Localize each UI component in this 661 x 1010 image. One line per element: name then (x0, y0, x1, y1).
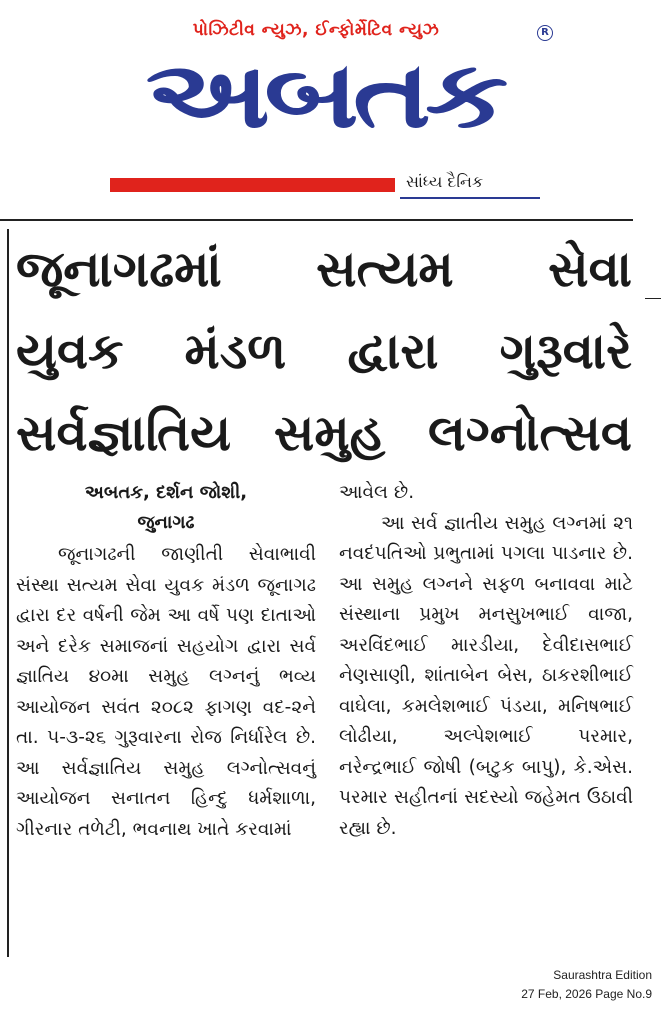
masthead-divider (0, 219, 633, 221)
byline-author: અબતક, દર્શન જોશી, (84, 482, 248, 503)
subtitle-underline (400, 197, 540, 199)
paragraph: આ સર્વ જ્ઞાતીય સમુહ લગ્નમાં ૨૧ નવદંપતિઓ પ્રભુતામાં પગલા પાડનાર છે. આ સમુહ લગ્નને સફળ બનાવવા માટે સંસ્થાના પ્રમુખ મનસુખભાઈ વાજા, અરવિંદભાઈ મારડીયા, દેવીદાસભાઈ નેણસાણી, શાંતાબેન બેસ, ઠાકરશીભાઈ વાઘેલા, કમલેશભાઈ પંડયા, મનિષભાઈ લોઢીયા, અલ્પેશભાઈ પરમાર, નરેન્દ્રભાઈ જોષી (બટુક બાપુ), કે.એસ. પરમાર સહીતનાં સદસ્યો જહેમત ઉઠાવી રહ્યા છે. (339, 512, 633, 839)
article-column-right (339, 478, 633, 844)
side-tick-mark (645, 298, 661, 299)
headline-line: સર્વજ્ઞાતિય સમુહ લગ્નોત્સવ (16, 404, 632, 462)
article-column-left (16, 540, 316, 845)
newspaper-logo: અબતક (145, 40, 503, 149)
subtitle-band (110, 172, 530, 202)
masthead-tagline: પોઝિટીવ ન્યુઝ, ઈન્ફોર્મેટિવ ન્યુઝ (192, 20, 440, 40)
headline-line: યુવક મંડળ દ્વારા ગુરૂવારે (16, 322, 632, 380)
article-byline (16, 478, 316, 538)
article-headline (16, 228, 632, 474)
headline-line: જૂનાગઢમાં સત્યમ સેવા (16, 240, 632, 298)
paragraph: જૂનાગઢની જાણીતી સેવાભાવી સંસ્થા સત્યમ સેવા યુવક મંડળ જૂનાગઢ દ્વારા દર વર્ષની જેમ આ વર્ષે પણ દાતાઓ અને દરેક સમાજનાં સહયોગ દ્વારા સર્વ જ્ઞાતિય ૪૦મા સમુહ લગ્નનું ભવ્ય આયોજન સવંત ૨૦૮૨ ફાગણ વદ-૨ને તા. ૫-૩-૨૬ ગુરૂવારના રોજ નિર્ધારેલ છે. આ સર્વજ્ઞાતિય સમુહ લગ્નોત્સવનું આયોજન સનાતન હિન્દુ ધર્મશાળા, ગીરનાર તળેટી, ભવનાથ ખાતે કરવામાં (16, 544, 316, 840)
masthead (0, 0, 661, 222)
masthead-subtitle: સાંધ્ય દૈનિક (406, 172, 484, 191)
byline-location: જુનાગઢ (137, 512, 195, 533)
registered-mark-icon: R (537, 25, 553, 41)
date-page: 27 Feb, 2026 Page No.9 (521, 987, 652, 1001)
article-left-rule (7, 229, 9, 957)
edition-name: Saurashtra Edition (553, 968, 652, 982)
paragraph: આવેલ છે. (339, 482, 415, 503)
red-accent-bar (110, 178, 395, 192)
edition-footer (521, 966, 652, 1004)
